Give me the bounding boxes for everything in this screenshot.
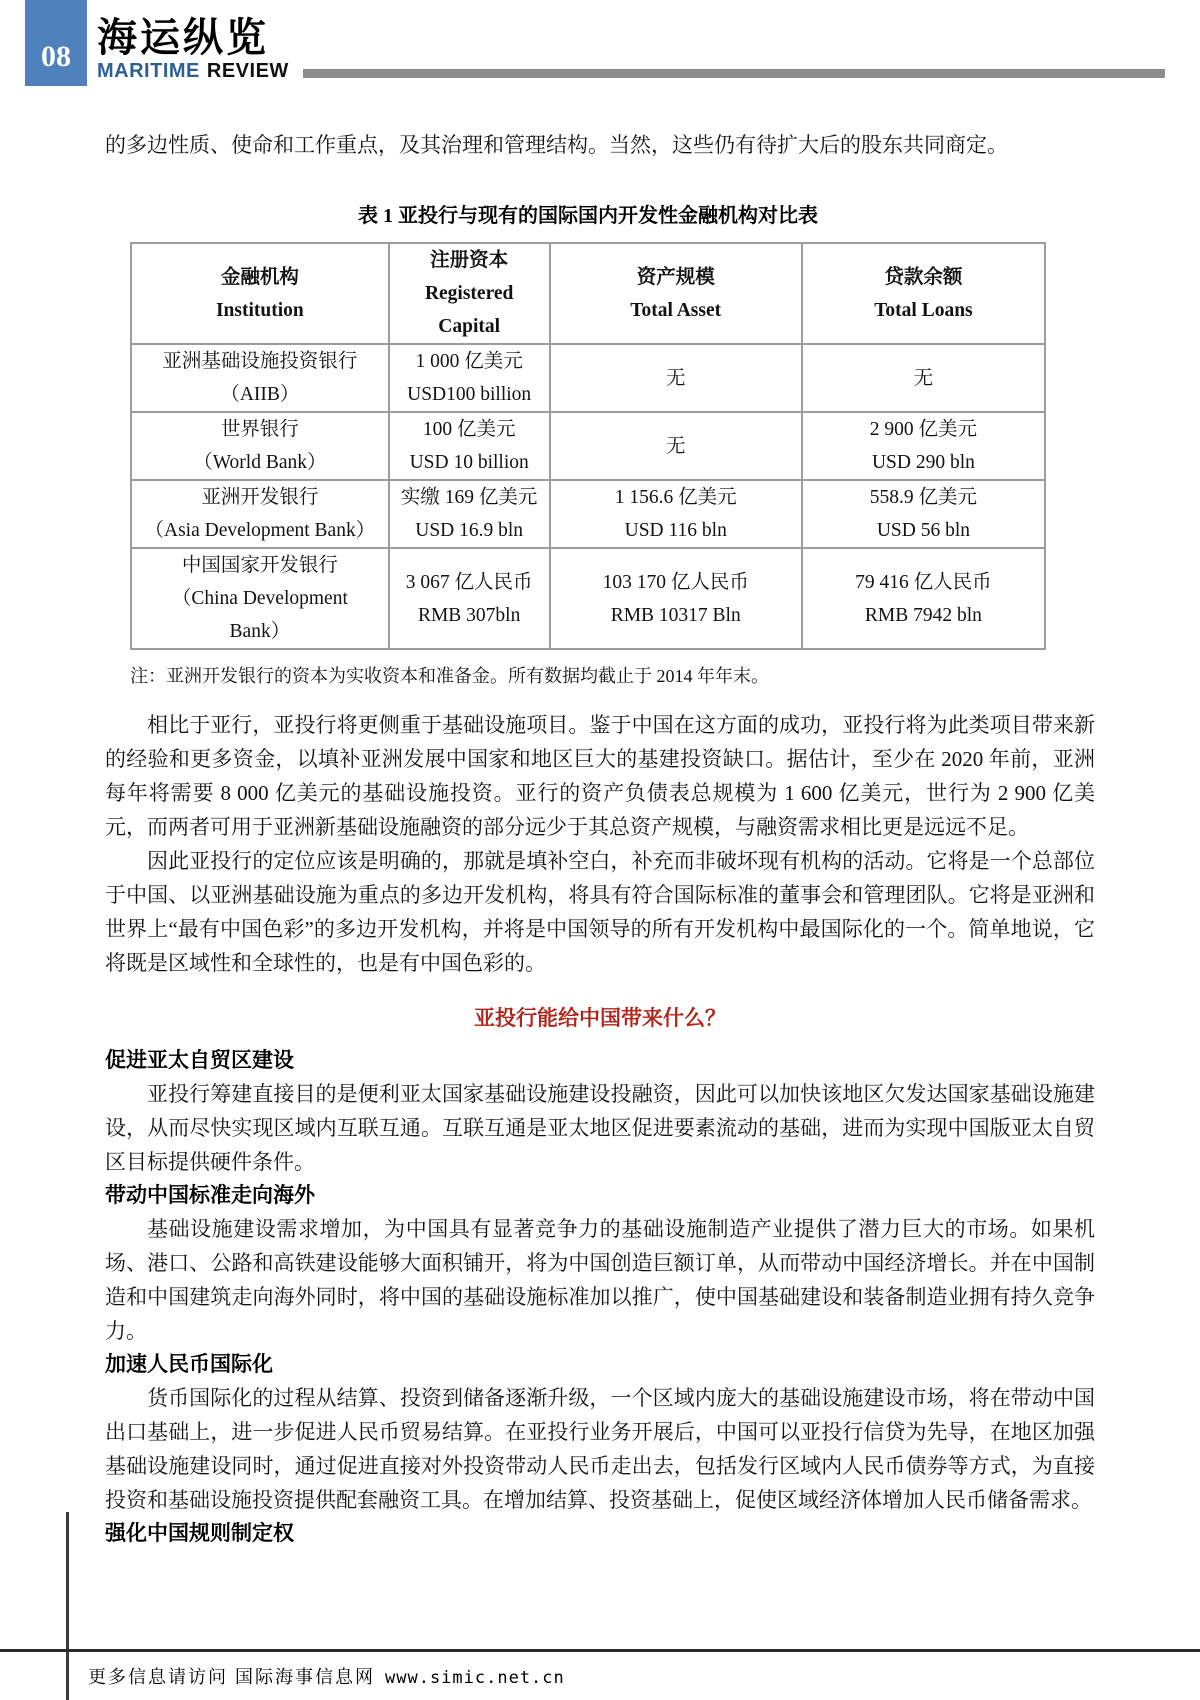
table-header-cell [389, 243, 550, 344]
subsection-title: 带动中国标准走向海外 [105, 1184, 315, 1207]
cell-line: 2 900 亿美元 [869, 419, 978, 440]
table-cell [802, 344, 1045, 412]
comparison-table [130, 242, 1046, 650]
footer-rule [0, 1649, 1200, 1652]
cell-line: 实缴 169 亿美元 [400, 487, 538, 508]
table-header-cell [802, 243, 1045, 344]
table-cell [389, 412, 550, 480]
cell-line: 资产规模 [636, 266, 715, 288]
footer-url: www.simic.net.cn [385, 1668, 565, 1688]
page-number-box [25, 0, 87, 86]
cell-line: Capital [438, 316, 501, 337]
subsection-body: 亚投行筹建直接目的是便利亚太国家基础设施建设投融资，因此可以加快该地区欠发达国家基础设施建设，从而尽快实现区域内互联互通。互联互通是亚太地区促进要素流动的基础，进而为实现中国版亚太自贸区目标提供硬件条件。 [105, 1082, 1095, 1174]
cell-line: 无 [665, 435, 686, 457]
question-heading: 亚投行能给中国带来什么？ [474, 1007, 726, 1030]
article-body [105, 128, 1095, 1550]
cell-line: 注册资本 [430, 250, 509, 271]
comparison-table-block [130, 202, 1046, 688]
cell-line: （World Bank） [193, 452, 327, 473]
cell-line: 贷款余额 [884, 266, 963, 288]
cell-line: Total Asset [630, 299, 722, 321]
cell-line: 亚洲开发银行 [201, 487, 319, 508]
table-cell [389, 480, 550, 548]
table-cell [550, 412, 802, 480]
subsection-body: 货币国际化的过程从结算、投资到储备逐渐升级，一个区域内庞大的基础设施建设市场，将在带动中国出口基础上，进一步促进人民币贸易结算。在亚投行业务开展后，中国可以亚投行信贷为先导，在地区加强基础设施建设同时，通过促进直接对外投资带动人民币走出去，包括发行区域内人民币债券等方式，为直接投资和基础设施投资提供配套融资工具。在增加结算、投资基础上，促使区域经济体增加人民币储备需求。 [105, 1386, 1095, 1512]
masthead-title-cn: 海运纵览 [97, 16, 269, 60]
table-cell [131, 480, 389, 548]
cell-line: （AIIB） [220, 384, 300, 405]
cell-line: Bank） [229, 621, 291, 642]
cell-line: USD 10 billion [409, 452, 529, 473]
table-caption: 表 1 亚投行与现有的国际国内开发性金融机构对比表 [358, 205, 818, 227]
table-row [131, 344, 1045, 412]
cell-line: 103 170 亿人民币 [602, 571, 749, 593]
cell-line: USD 290 bln [871, 452, 975, 473]
table-cell [550, 548, 802, 649]
masthead-title-en [97, 60, 289, 82]
cell-line: RMB 10317 Bln [610, 604, 741, 626]
footer-text [88, 1663, 565, 1689]
paragraph: 相比于亚行，亚投行将更侧重于基础设施项目。鉴于中国在这方面的成功，亚投行将为此类项目带来新的经验和更多资金，以填补亚洲发展中国家和地区巨大的基建投资缺口。据估计，至少在 2020 年前，亚洲每年将需要 8 000 亿美元的基础设施投资。亚行的资产负债表总规模为 1 600 亿美元，世行为 2 900 亿美元，而两者可用于亚洲新基础设施融资的部分远少于其总资产规模，与融资需求相比更是远远不足。 [105, 713, 1095, 839]
masthead [97, 16, 289, 82]
table-cell [802, 548, 1045, 649]
page-number: 08 [41, 40, 71, 73]
table-cell [550, 344, 802, 412]
table-cell [802, 480, 1045, 548]
table-row [131, 480, 1045, 548]
table-cell [802, 412, 1045, 480]
paragraph: 因此亚投行的定位应该是明确的，那就是填补空白，补充而非破坏现有机构的活动。它将是一个总部位于中国、以亚洲基础设施为重点的多边开发机构，将具有符合国际标准的董事会和管理团队。它将是亚洲和世界上“最有中国色彩”的多边开发机构，并将是中国领导的所有开发机构中最国际化的一个。简单地说，它将既是区域性和全球性的，也是有中国色彩的。 [105, 849, 1095, 975]
cell-line: 无 [665, 367, 686, 389]
table-note: 注：亚洲开发银行的资本为实收资本和准备金。所有数据均截止于 2014 年年末。 [130, 666, 769, 686]
cell-line: RMB 307bln [417, 604, 521, 626]
table-cell [131, 344, 389, 412]
subsection-title: 加速人民币国际化 [105, 1353, 273, 1376]
cell-line: USD100 billion [407, 384, 532, 405]
table-cell [389, 344, 550, 412]
left-vertical-rule [66, 1512, 69, 1700]
cell-line: 中国国家开发银行 [181, 555, 338, 576]
cell-line: USD 16.9 bln [415, 520, 524, 541]
cell-line: USD 116 bln [624, 520, 727, 541]
table-cell [550, 480, 802, 548]
table-cell [131, 412, 389, 480]
cell-line: Registered [424, 283, 514, 304]
table-row [131, 548, 1045, 649]
header-rule [303, 69, 1165, 78]
cell-line: 金融机构 [220, 266, 299, 288]
footer-site-label: 更多信息请访问 国际海事信息网 [88, 1667, 375, 1687]
cell-line: 亚洲基础设施投资银行 [162, 351, 358, 372]
cell-line: （China Development [171, 588, 348, 609]
subsections [105, 1044, 1095, 1550]
table-header-cell [550, 243, 802, 344]
cell-line: （Asia Development Bank） [144, 520, 376, 541]
cell-line: USD 56 bln [876, 520, 971, 541]
cell-line: 3 067 亿人民币 [405, 571, 533, 593]
cell-line: 558.9 亿美元 [869, 487, 978, 508]
masthead-maritime-label: MARITIME [97, 60, 200, 82]
cell-line: RMB 7942 bln [864, 604, 982, 626]
table-row [131, 412, 1045, 480]
subsection-title: 强化中国规则制定权 [105, 1522, 294, 1545]
table-header-cell [131, 243, 389, 344]
cell-line: 1 156.6 亿美元 [614, 487, 737, 508]
masthead-review-label: REVIEW [206, 60, 289, 82]
cell-line: 世界银行 [220, 419, 299, 440]
paragraph-intro: 的多边性质、使命和工作重点，及其治理和管理结构。当然，这些仍有待扩大后的股东共同商定。 [105, 133, 1008, 157]
cell-line: Total Loans [874, 299, 973, 321]
cell-line: 1 000 亿美元 [415, 351, 523, 372]
subsection-body: 基础设施建设需求增加，为中国具有显著竞争力的基础设施制造产业提供了潜力巨大的市场。如果机场、港口、公路和高铁建设能够大面积铺开，将为中国创造巨额订单，从而带动中国经济增长。并在中国制造和中国建筑走向海外同时，将中国的基础设施标准加以推广，使中国基础建设和装备制造业拥有持久竞争力。 [105, 1217, 1095, 1343]
table-header-row [131, 243, 1045, 344]
cell-line: 100 亿美元 [422, 419, 516, 440]
cell-line: 无 [913, 367, 934, 389]
table-cell [389, 548, 550, 649]
cell-line: Institution [215, 299, 304, 321]
subsection-title: 促进亚太自贸区建设 [105, 1049, 294, 1072]
cell-line: 79 416 亿人民币 [855, 571, 992, 593]
table-cell [131, 548, 389, 649]
